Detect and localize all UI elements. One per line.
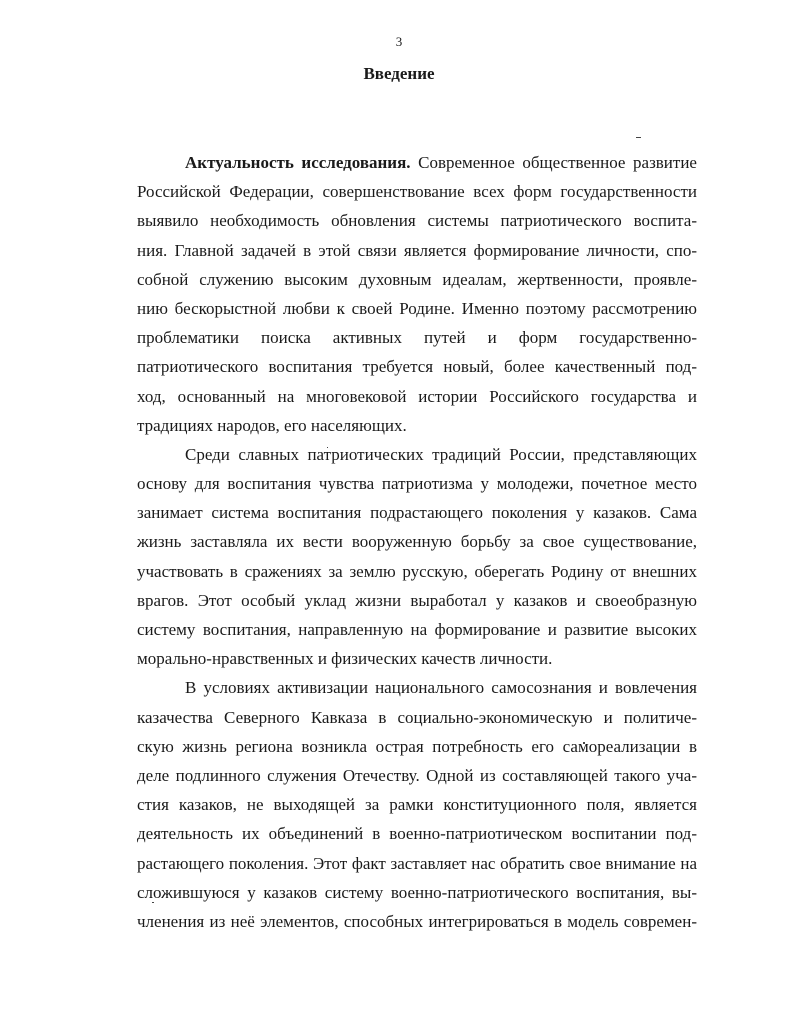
paragraph-line: основу для воспитания чувства патриотизма у молодежи, почетное место (137, 474, 697, 494)
body-text (137, 148, 697, 936)
paragraph-line: растающего поколения. Этот факт заставляет нас обратить свое внимание на (137, 853, 697, 873)
paragraph-line: казачества Северного Кавказа в социально-экономическую и политиче- (137, 707, 697, 727)
paragraph-line-text: Современное общественное развитие (410, 153, 697, 172)
paragraph-line (137, 148, 697, 177)
paragraph-line: собной служению высоким духовным идеалам, жертвенности, проявле- (137, 269, 697, 289)
paragraph-line: стия казаков, не выходящей за рамки конституционного поля, является (137, 795, 697, 815)
paragraph-line: Среди славных патриотических традиций России, представляющих (185, 444, 697, 464)
paragraph-line: сложившуюся у казаков систему военно-патриотического воспитания, вы- (137, 882, 697, 902)
paragraph-lead: Актуальность исследования. (185, 153, 411, 172)
paragraph-line: В условиях активизации национального самосознания и вовлечения (185, 678, 697, 698)
paragraph-line: нию бескорыстной любви к своей Родине. Именно поэтому рассмотрению (137, 298, 697, 318)
paragraph-line: Российской Федерации, совершенствование всех форм государственности (137, 182, 697, 202)
paragraph-line: ход, основанный на многовековой истории Российского государства и (137, 386, 697, 406)
paragraph-line: деле подлинного служения Отечеству. Одной из составляющей такого уча- (137, 765, 697, 785)
paragraph-line: деятельность их объединений в военно-патриотическом воспитании под- (137, 824, 697, 844)
paragraph-line: выявило необходимость обновления системы патриотического воспита- (137, 211, 697, 231)
paragraph-line: ния. Главной задачей в этой связи является формирование личности, спо- (137, 240, 697, 260)
paragraph-line: традициях народов, его населяющих. (137, 415, 407, 435)
paragraph-line: жизнь заставляла их вести вооруженную борьбу за свое существование, (137, 532, 697, 552)
paragraph-line: морально-нравственных и физических качеств личности. (137, 649, 553, 669)
paragraph-line: систему воспитания, направленную на формирование и развитие высоких (137, 620, 697, 639)
scan-speck (636, 137, 641, 138)
paragraph-line: участвовать в сражениях за землю русскую, оберегать Родину от внешних (137, 561, 697, 581)
paragraph-line: членения из неё элементов, способных интегрироваться в модель современ- (137, 911, 697, 931)
section-title: Введение (363, 64, 435, 83)
paragraph-line: патриотического воспитания требуется новый, более качественный под- (137, 357, 697, 377)
paragraph-line: скую жизнь региона возникла острая потребность его самореализации в (137, 736, 697, 756)
page-number: 3 (395, 34, 403, 49)
paragraph-line: врагов. Этот особый уклад жизни выработал у казаков и своеобразную (137, 590, 697, 610)
paragraph-line: проблематики поиска активных путей и форм государственно- (137, 328, 697, 348)
paragraph-line: занимает система воспитания подрастающего поколения у казаков. Сама (137, 503, 697, 523)
